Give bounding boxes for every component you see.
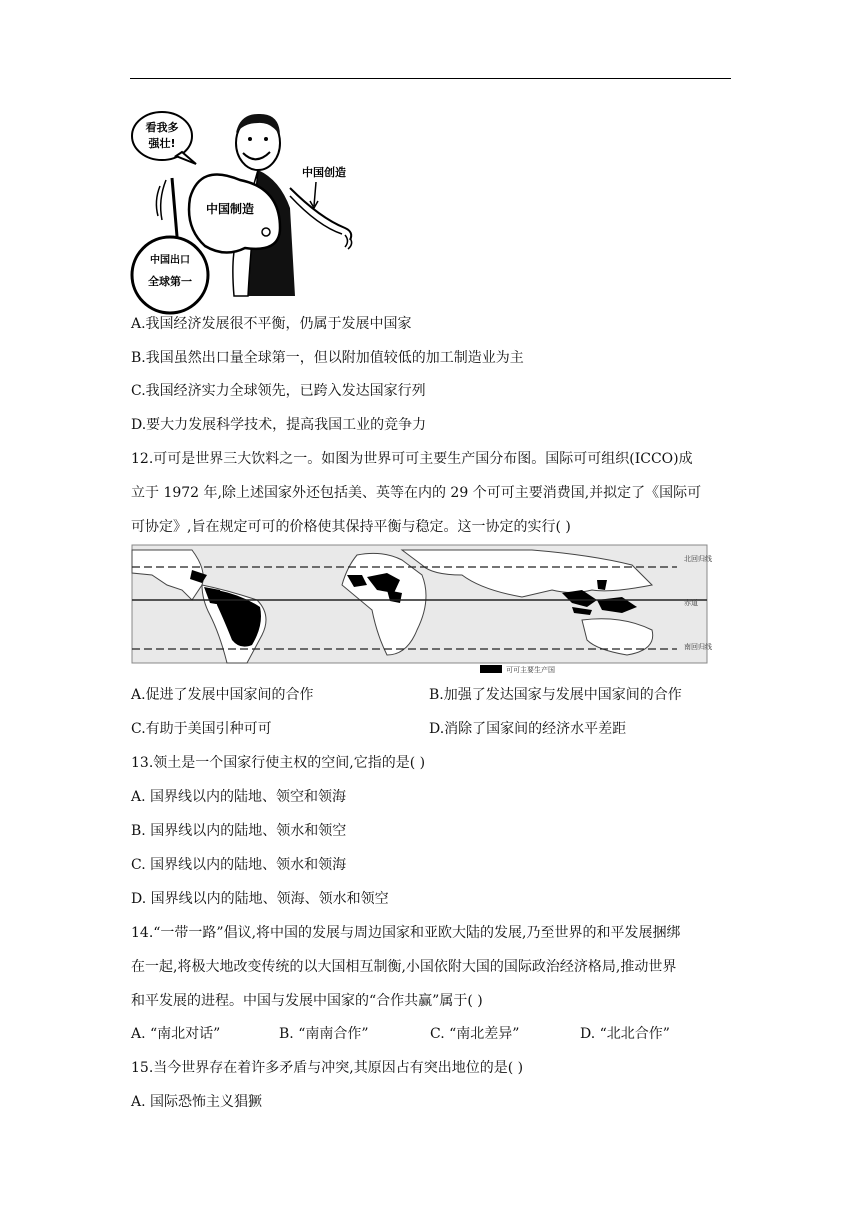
q11-option-b: B.我国虽然出口量全球第一，但以附加值较低的加工制造业为主 (131, 350, 524, 366)
bubble-line-2: 强壮! (148, 137, 176, 150)
legend-swatch (480, 665, 502, 673)
q12-stem-line-2: 立于 1972 年,除上述国家外还包括美、英等在内的 29 个可可主要消费国,并拟定了《国际可 (131, 485, 702, 501)
q13-option-b: B. 国界线以内的陆地、领水和领空 (131, 823, 347, 839)
label-north-tropic: 北回归线 (684, 555, 712, 563)
q13-option-c: C. 国界线以内的陆地、领水和领海 (131, 857, 347, 873)
q11-option-a: A.我国经济发展很不平衡，仍属于发展中国家 (131, 316, 412, 332)
q11-option-c: C.我国经济实力全球领先，已跨入发达国家行列 (131, 383, 426, 399)
label-china-create: 中国创造 (302, 166, 346, 179)
q12-option-a: A.促进了发展中国家间的合作 (131, 687, 314, 703)
q13-option-a: A. 国界线以内的陆地、领空和领海 (131, 789, 347, 805)
q13-stem: 13.领土是一个国家行使主权的空间,它指的是( ) (131, 755, 426, 771)
q14-option-b: B. “南南合作” (279, 1026, 369, 1042)
q13-option-d: D. 国界线以内的陆地、领海、领水和领空 (131, 891, 389, 907)
label-south-tropic: 南回归线 (684, 643, 712, 651)
weight-label-bottom: 全球第一 (148, 275, 192, 288)
q12-option-d: D.消除了国家间的经济水平差距 (429, 721, 627, 737)
bubble-line-1: 看我多 (145, 121, 179, 134)
weight-label-top: 中国出口 (150, 255, 190, 266)
label-china-make: 中国制造 (205, 202, 255, 216)
header-rule (130, 78, 731, 79)
q12-stem-line-1: 12.可可是世界三大饮料之一。如图为世界可可主要生产国分布图。国际可可组织(ICCO)成 (131, 451, 693, 467)
legend-label: 可可主要生产国 (506, 666, 555, 674)
q14-stem-line-2: 在一起,将极大地改变传统的以大国相互制衡,小国依附大国的国际政治经济格局,推动世界 (131, 959, 677, 975)
q14-option-d: D. “北北合作” (580, 1026, 670, 1042)
q11-option-d: D.要大力发展科学技术，提高我国工业的竞争力 (131, 417, 427, 433)
q14-option-c: C. “南北差异” (430, 1026, 520, 1042)
q14-stem-line-3: 和平发展的进程。中国与发展中国家的“合作共赢”属于( ) (131, 993, 483, 1009)
q15-stem: 15.当今世界存在着许多矛盾与冲突,其原因占有突出地位的是( ) (131, 1060, 524, 1076)
q12-option-b: B.加强了发达国家与发展中国家间的合作 (429, 687, 682, 703)
q14-option-a: A. “南北对话” (131, 1026, 221, 1042)
q14-stem-line-1: 14.“一带一路”倡议,将中国的发展与周边国家和亚欧大陆的发展,乃至世界的和平发展捆绑 (131, 925, 681, 941)
cocoa-producer-map (132, 545, 712, 677)
q12-option-c: C.有助于美国引种可可 (131, 721, 272, 737)
q15-option-a: A. 国际恐怖主义猖獗 (131, 1094, 263, 1110)
q12-stem-line-3: 可协定》,旨在规定可可的价格使其保持平衡与稳定。这一协定的实行( ) (131, 519, 571, 535)
label-equator: 赤道 (684, 599, 698, 607)
cartoon-illustration (130, 108, 362, 298)
